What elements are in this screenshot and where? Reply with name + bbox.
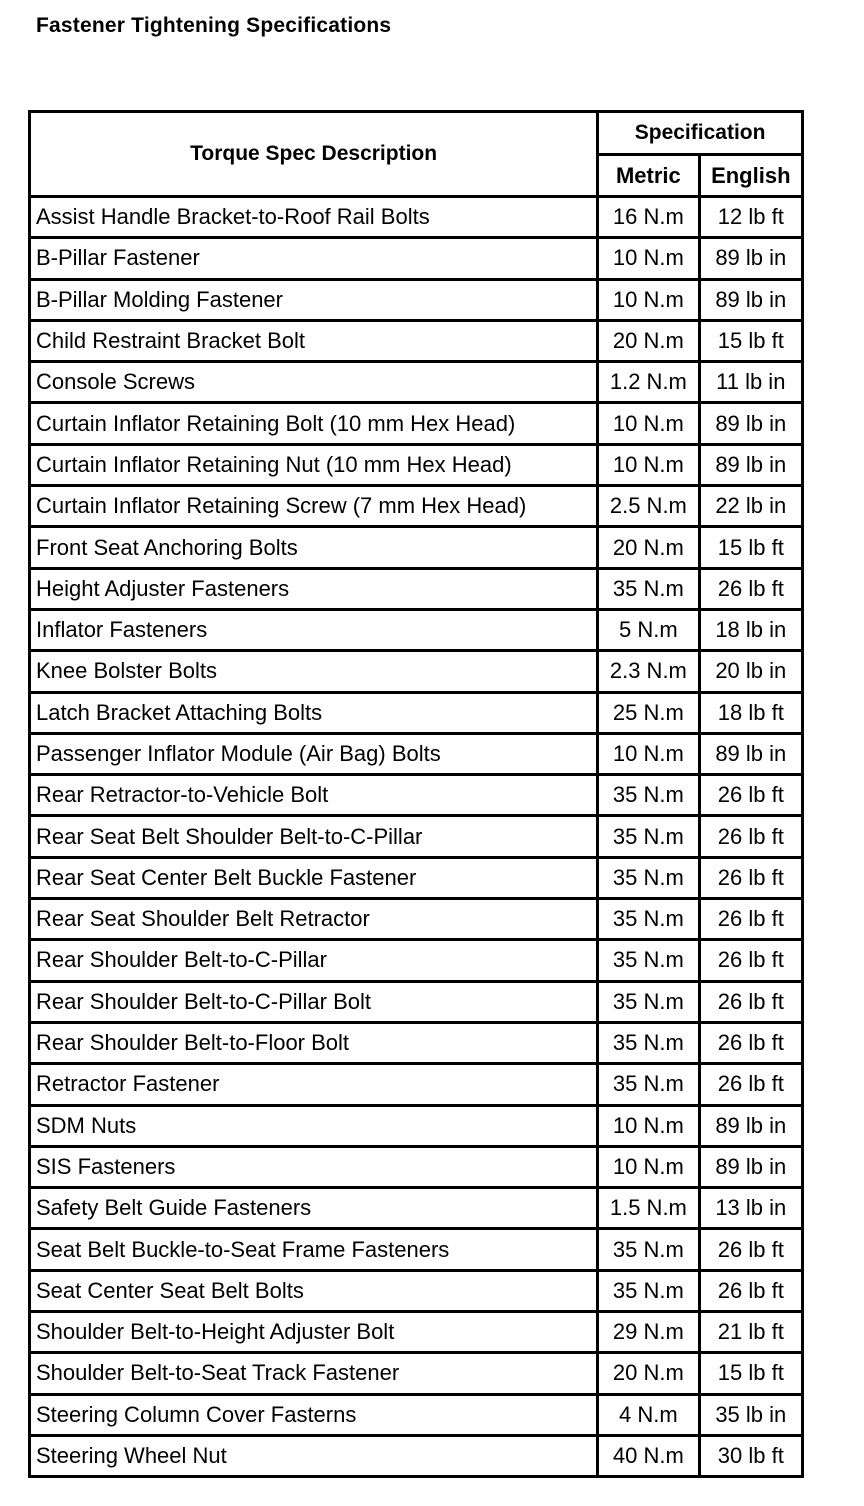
row-english-value: 15 lb ft bbox=[701, 1354, 804, 1395]
row-metric-value: 35 N.m bbox=[599, 1272, 700, 1313]
row-english-value: 89 lb in bbox=[701, 735, 804, 776]
table-row bbox=[31, 363, 804, 404]
row-english-value: 26 lb ft bbox=[701, 1230, 804, 1271]
table-row bbox=[31, 1107, 804, 1148]
row-description: Shoulder Belt-to-Seat Track Fastener bbox=[31, 1354, 599, 1395]
table-row bbox=[31, 900, 804, 941]
row-metric-value: 16 N.m bbox=[599, 198, 700, 239]
row-description: Rear Shoulder Belt-to-Floor Bolt bbox=[31, 1024, 599, 1065]
row-description: Steering Wheel Nut bbox=[31, 1437, 599, 1478]
row-description: Steering Column Cover Fasterns bbox=[31, 1396, 599, 1437]
row-metric-value: 40 N.m bbox=[599, 1437, 700, 1478]
row-english-value: 26 lb ft bbox=[701, 983, 804, 1024]
row-metric-value: 35 N.m bbox=[599, 859, 700, 900]
row-description: Shoulder Belt-to-Height Adjuster Bolt bbox=[31, 1313, 599, 1354]
table-row bbox=[31, 1354, 804, 1395]
table-row bbox=[31, 1024, 804, 1065]
row-metric-value: 10 N.m bbox=[599, 239, 700, 280]
row-metric-value: 10 N.m bbox=[599, 404, 700, 445]
row-metric-value: 10 N.m bbox=[599, 446, 700, 487]
row-description: Rear Seat Shoulder Belt Retractor bbox=[31, 900, 599, 941]
table-row bbox=[31, 1065, 804, 1106]
row-english-value: 26 lb ft bbox=[701, 570, 804, 611]
page-title: Fastener Tightening Specifications bbox=[36, 14, 392, 37]
row-description: Rear Retractor-to-Vehicle Bolt bbox=[31, 776, 599, 817]
row-metric-value: 4 N.m bbox=[599, 1396, 700, 1437]
row-metric-value: 35 N.m bbox=[599, 1230, 700, 1271]
table-row bbox=[31, 198, 804, 239]
row-description: SDM Nuts bbox=[31, 1107, 599, 1148]
row-english-value: 18 lb ft bbox=[701, 694, 804, 735]
row-description: Height Adjuster Fasteners bbox=[31, 570, 599, 611]
row-metric-value: 1.5 N.m bbox=[599, 1189, 700, 1230]
table-row bbox=[31, 487, 804, 528]
row-metric-value: 35 N.m bbox=[599, 817, 700, 858]
row-english-value: 26 lb ft bbox=[701, 859, 804, 900]
row-description: SIS Fasteners bbox=[31, 1148, 599, 1189]
table-row bbox=[31, 941, 804, 982]
row-description: Curtain Inflator Retaining Bolt (10 mm Hex Head) bbox=[31, 404, 599, 445]
row-metric-value: 10 N.m bbox=[599, 1148, 700, 1189]
table-row bbox=[31, 570, 804, 611]
row-description: Passenger Inflator Module (Air Bag) Bolts bbox=[31, 735, 599, 776]
row-metric-value: 35 N.m bbox=[599, 1024, 700, 1065]
row-description: Inflator Fasteners bbox=[31, 611, 599, 652]
table-row bbox=[31, 694, 804, 735]
row-english-value: 26 lb ft bbox=[701, 1272, 804, 1313]
row-metric-value: 10 N.m bbox=[599, 281, 700, 322]
table-row bbox=[31, 528, 804, 569]
english-header: English bbox=[701, 156, 804, 198]
row-english-value: 18 lb in bbox=[701, 611, 804, 652]
row-description: Safety Belt Guide Fasteners bbox=[31, 1189, 599, 1230]
row-metric-value: 35 N.m bbox=[599, 941, 700, 982]
row-metric-value: 1.2 N.m bbox=[599, 363, 700, 404]
row-english-value: 15 lb ft bbox=[701, 322, 804, 363]
row-english-value: 11 lb in bbox=[701, 363, 804, 404]
row-english-value: 26 lb ft bbox=[701, 1024, 804, 1065]
table-row bbox=[31, 652, 804, 693]
spec-table-body bbox=[31, 198, 804, 1478]
row-description: B-Pillar Fastener bbox=[31, 239, 599, 280]
table-row bbox=[31, 1396, 804, 1437]
row-english-value: 13 lb in bbox=[701, 1189, 804, 1230]
row-english-value: 12 lb ft bbox=[701, 198, 804, 239]
table-row bbox=[31, 611, 804, 652]
row-description: B-Pillar Molding Fastener bbox=[31, 281, 599, 322]
row-english-value: 26 lb ft bbox=[701, 941, 804, 982]
torque-spec-table bbox=[28, 110, 804, 1478]
row-metric-value: 2.3 N.m bbox=[599, 652, 700, 693]
table-row bbox=[31, 322, 804, 363]
row-description: Child Restraint Bracket Bolt bbox=[31, 322, 599, 363]
row-metric-value: 35 N.m bbox=[599, 776, 700, 817]
row-metric-value: 25 N.m bbox=[599, 694, 700, 735]
table-row bbox=[31, 281, 804, 322]
row-english-value: 26 lb ft bbox=[701, 817, 804, 858]
row-english-value: 30 lb ft bbox=[701, 1437, 804, 1478]
metric-header: Metric bbox=[599, 156, 700, 198]
table-row bbox=[31, 983, 804, 1024]
table-row bbox=[31, 239, 804, 280]
row-english-value: 89 lb in bbox=[701, 1148, 804, 1189]
table-row bbox=[31, 446, 804, 487]
row-description: Latch Bracket Attaching Bolts bbox=[31, 694, 599, 735]
row-metric-value: 5 N.m bbox=[599, 611, 700, 652]
specification-header: Specification bbox=[599, 113, 804, 156]
table-row bbox=[31, 1272, 804, 1313]
row-metric-value: 35 N.m bbox=[599, 983, 700, 1024]
row-english-value: 89 lb in bbox=[701, 446, 804, 487]
row-metric-value: 29 N.m bbox=[599, 1313, 700, 1354]
table-row bbox=[31, 1313, 804, 1354]
row-metric-value: 35 N.m bbox=[599, 900, 700, 941]
row-english-value: 89 lb in bbox=[701, 1107, 804, 1148]
table-row bbox=[31, 859, 804, 900]
table-row bbox=[31, 817, 804, 858]
row-metric-value: 20 N.m bbox=[599, 1354, 700, 1395]
table-row bbox=[31, 1437, 804, 1478]
row-description: Rear Seat Belt Shoulder Belt-to-C-Pillar bbox=[31, 817, 599, 858]
row-english-value: 21 lb ft bbox=[701, 1313, 804, 1354]
table-row bbox=[31, 1189, 804, 1230]
row-description: Rear Seat Center Belt Buckle Fastener bbox=[31, 859, 599, 900]
row-english-value: 89 lb in bbox=[701, 239, 804, 280]
row-metric-value: 10 N.m bbox=[599, 1107, 700, 1148]
table-row bbox=[31, 1148, 804, 1189]
row-metric-value: 20 N.m bbox=[599, 528, 700, 569]
table-row bbox=[31, 1230, 804, 1271]
row-description: Front Seat Anchoring Bolts bbox=[31, 528, 599, 569]
row-english-value: 20 lb in bbox=[701, 652, 804, 693]
table-row bbox=[31, 735, 804, 776]
row-english-value: 89 lb in bbox=[701, 404, 804, 445]
row-english-value: 35 lb in bbox=[701, 1396, 804, 1437]
table-row bbox=[31, 776, 804, 817]
row-english-value: 89 lb in bbox=[701, 281, 804, 322]
row-english-value: 26 lb ft bbox=[701, 900, 804, 941]
row-metric-value: 35 N.m bbox=[599, 570, 700, 611]
row-description: Retractor Fastener bbox=[31, 1065, 599, 1106]
row-description: Assist Handle Bracket-to-Roof Rail Bolts bbox=[31, 198, 599, 239]
table-row bbox=[31, 404, 804, 445]
row-description: Curtain Inflator Retaining Screw (7 mm Hex Head) bbox=[31, 487, 599, 528]
row-description: Seat Center Seat Belt Bolts bbox=[31, 1272, 599, 1313]
row-description: Console Screws bbox=[31, 363, 599, 404]
row-english-value: 22 lb in bbox=[701, 487, 804, 528]
row-description: Seat Belt Buckle-to-Seat Frame Fasteners bbox=[31, 1230, 599, 1271]
row-description: Knee Bolster Bolts bbox=[31, 652, 599, 693]
row-description: Curtain Inflator Retaining Nut (10 mm Hex Head) bbox=[31, 446, 599, 487]
row-metric-value: 35 N.m bbox=[599, 1065, 700, 1106]
row-metric-value: 10 N.m bbox=[599, 735, 700, 776]
torque-spec-description-header: Torque Spec Description bbox=[31, 113, 599, 198]
row-description: Rear Shoulder Belt-to-C-Pillar Bolt bbox=[31, 983, 599, 1024]
row-english-value: 15 lb ft bbox=[701, 528, 804, 569]
row-english-value: 26 lb ft bbox=[701, 776, 804, 817]
row-metric-value: 2.5 N.m bbox=[599, 487, 700, 528]
row-english-value: 26 lb ft bbox=[701, 1065, 804, 1106]
row-description: Rear Shoulder Belt-to-C-Pillar bbox=[31, 941, 599, 982]
row-metric-value: 20 N.m bbox=[599, 322, 700, 363]
